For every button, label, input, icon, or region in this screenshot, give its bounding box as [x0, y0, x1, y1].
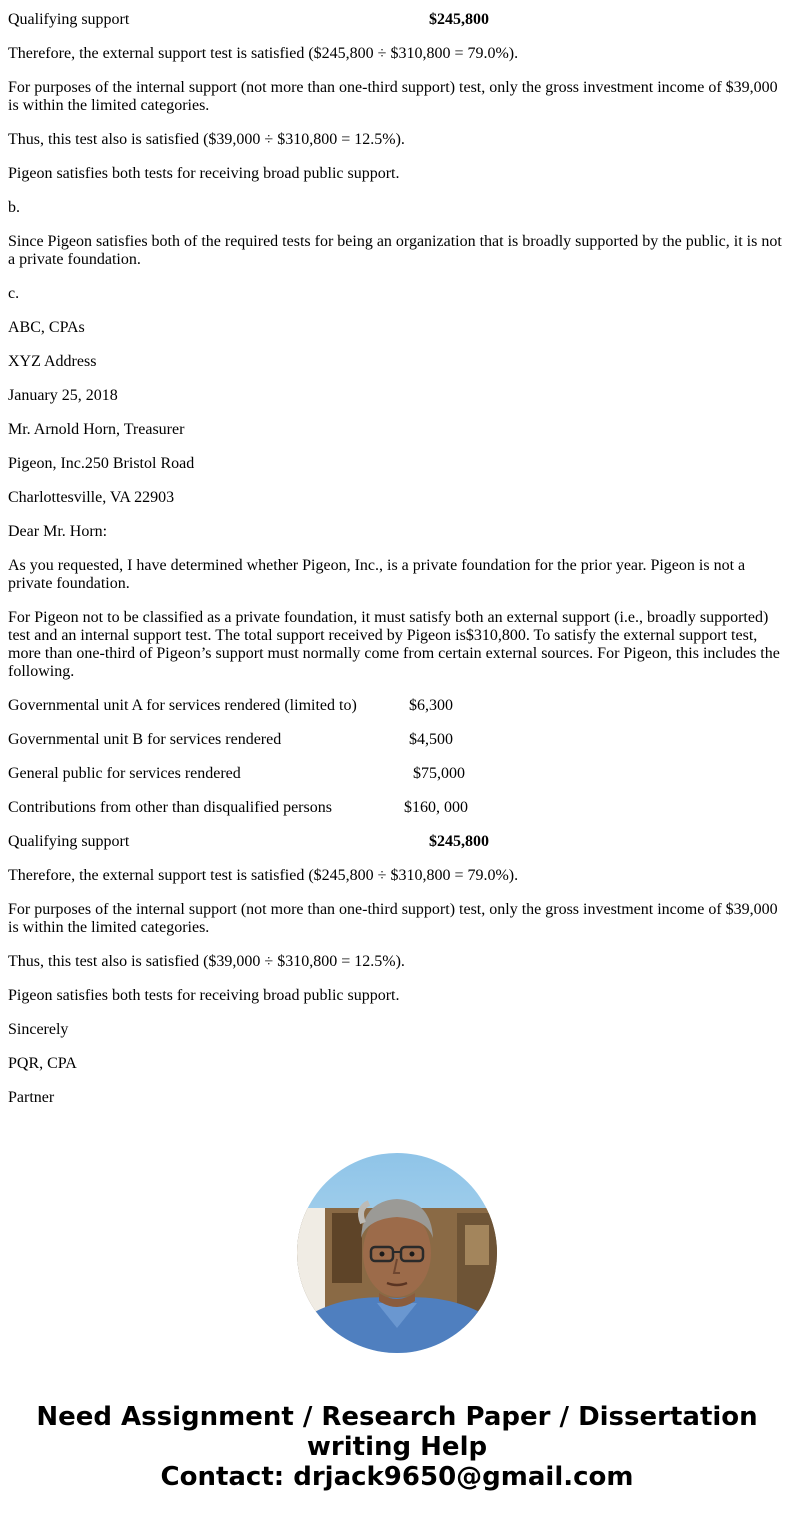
document-body — [8, 11, 786, 1123]
letter-qualifying-support-row — [8, 833, 786, 851]
promo-line-2: writing Help — [306, 1432, 488, 1462]
both-tests-statement: Pigeon satisfies both tests for receiving broad public support. — [8, 165, 400, 182]
letter-signer: PQR, CPA — [8, 1055, 77, 1072]
support-item-amount: $4,500 — [409, 731, 453, 748]
support-item-row — [8, 697, 786, 715]
letter-date: January 25, 2018 — [8, 387, 118, 404]
support-item-row — [8, 799, 786, 817]
letter-paragraph-2: For Pigeon not to be classified as a private foundation, it must satisfy both an external support (i.e., broadly supported) test and an internal support test. The total support received by Pigeon is$310,800. To satisfy the external support test, more than one-third of Pigeon’s support must normally come from certain external sources. For Pigeon, this includes the following. — [8, 609, 780, 680]
letter-qualifying-support-label: Qualifying support — [8, 833, 130, 850]
letter-paragraph-1: As you requested, I have determined whether Pigeon, Inc., is a private foundation for the prior year. Pigeon is not a private foundation. — [8, 557, 746, 592]
support-item-amount: $75,000 — [413, 765, 465, 782]
internal-test-paragraph: For purposes of the internal support (not more than one-third support) test, only the gross investment income of $39,000 is within the limited categories. — [8, 79, 778, 114]
letter-signer-title: Partner — [8, 1089, 55, 1106]
letter-company-street: Pigeon, Inc.250 Bristol Road — [8, 455, 195, 472]
part-b-label: b. — [8, 199, 20, 216]
support-item-label: Governmental unit A for services rendered (limited to) — [8, 697, 357, 714]
support-item-amount: $6,300 — [409, 697, 453, 714]
avatar — [297, 1153, 497, 1353]
letter-address: XYZ Address — [8, 353, 97, 370]
promo-contact: Contact: drjack9650@gmail.com — [160, 1462, 634, 1492]
qualifying-support-label: Qualifying support — [8, 11, 130, 28]
part-c-label: c. — [8, 285, 20, 302]
support-item-label: Governmental unit B for services rendered — [8, 731, 282, 748]
letter-firm: ABC, CPAs — [8, 319, 85, 336]
letter-external-test-result: Therefore, the external support test is satisfied ($245,800 ÷ $310,800 = 79.0%). — [8, 867, 519, 884]
letter-internal-test-paragraph: For purposes of the internal support (not more than one-third support) test, only the gross investment income of $39,000 is within the limited categories. — [8, 901, 778, 936]
external-test-result: Therefore, the external support test is satisfied ($245,800 ÷ $310,800 = 79.0%). — [8, 45, 519, 62]
letter-city: Charlottesville, VA 22903 — [8, 489, 175, 506]
letter-recipient: Mr. Arnold Horn, Treasurer — [8, 421, 185, 438]
letter-internal-test-result: Thus, this test also is satisfied ($39,000 ÷ $310,800 = 12.5%). — [8, 953, 405, 970]
qualifying-support-row — [8, 11, 786, 29]
support-item-row — [8, 765, 786, 783]
support-item-amount: $160, 000 — [404, 799, 468, 816]
support-item-label: General public for services rendered — [8, 765, 241, 782]
letter-closing: Sincerely — [8, 1021, 69, 1038]
support-item-label: Contributions from other than disqualified persons — [8, 799, 332, 816]
promo-line-1: Need Assignment / Research Paper / Dissertation — [36, 1402, 758, 1432]
part-b-text: Since Pigeon satisfies both of the required tests for being an organization that is broadly supported by the public, it is not a private foundation. — [8, 233, 782, 268]
person-photo-icon — [297, 1153, 497, 1353]
support-item-row — [8, 731, 786, 749]
promo-banner — [0, 1402, 794, 1492]
letter-qualifying-support-amount: $245,800 — [429, 833, 489, 850]
qualifying-support-amount: $245,800 — [429, 11, 489, 28]
internal-test-result: Thus, this test also is satisfied ($39,000 ÷ $310,800 = 12.5%). — [8, 131, 405, 148]
letter-both-tests-statement: Pigeon satisfies both tests for receiving broad public support. — [8, 987, 400, 1004]
letter-salutation: Dear Mr. Horn: — [8, 523, 108, 540]
